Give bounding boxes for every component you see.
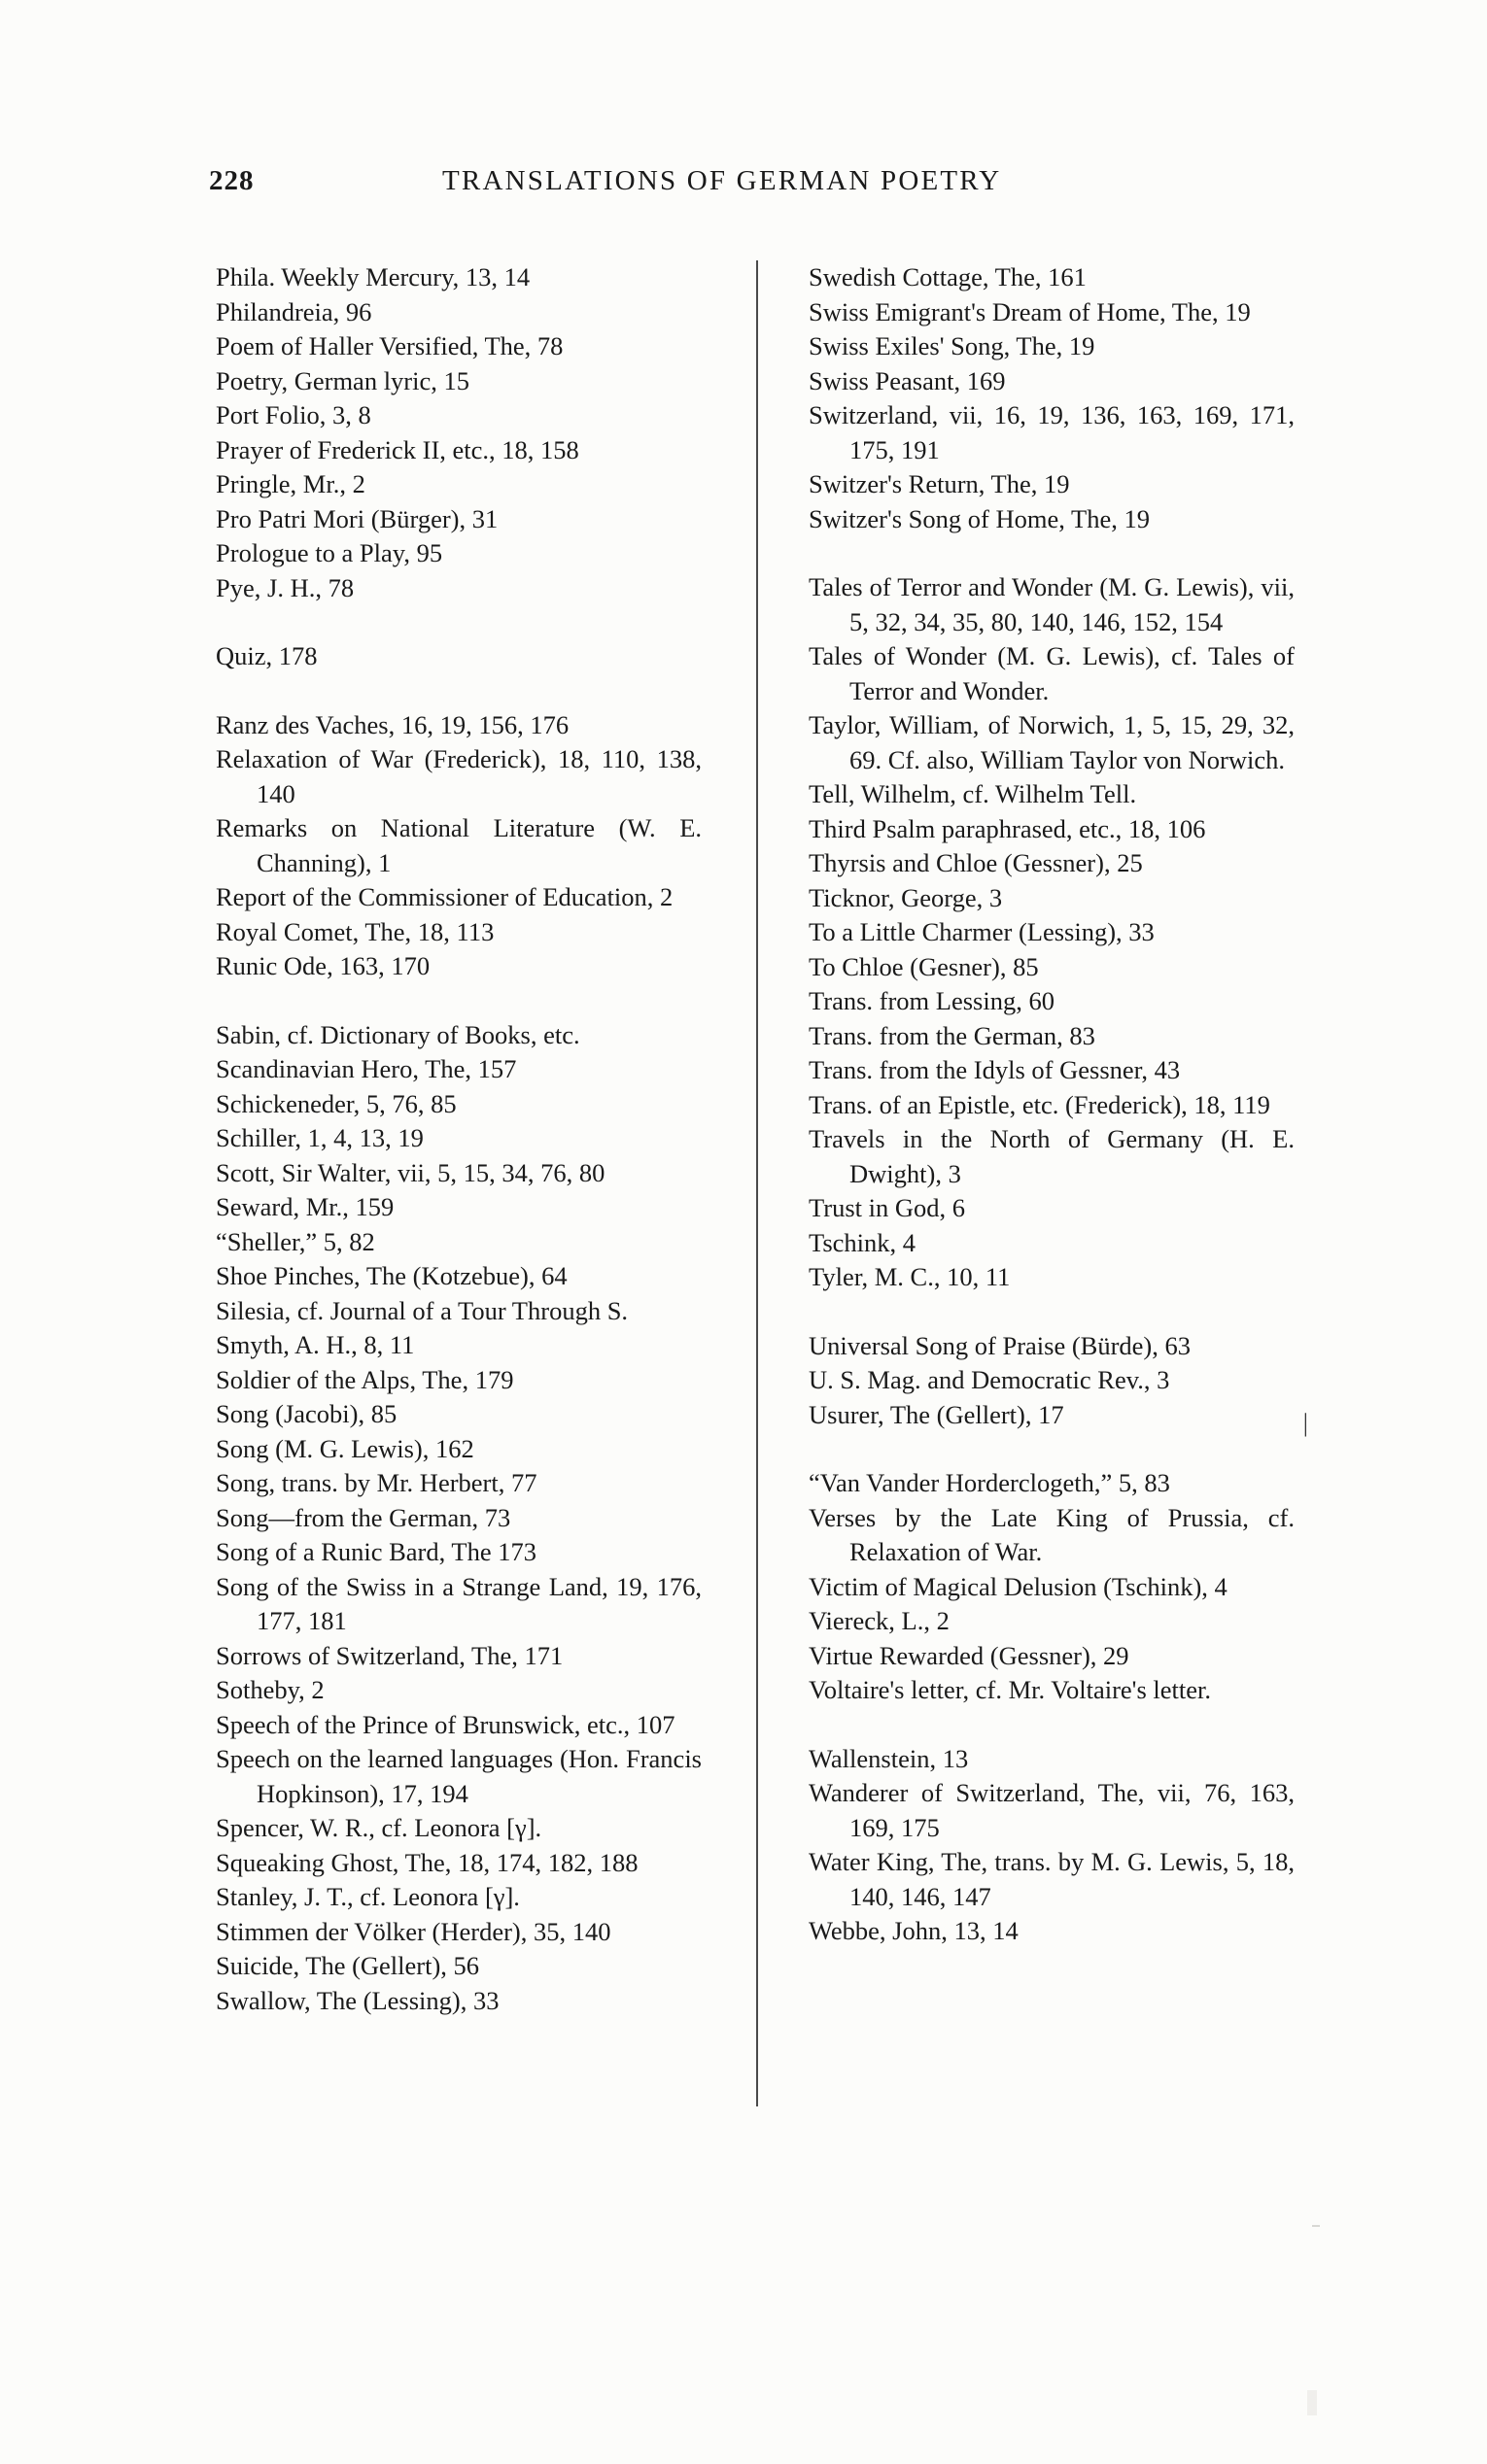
index-entry: Relaxation of War (Frederick), 18, 110, 138, 140 — [216, 744, 702, 808]
index-entry: Webbe, John, 13, 14 — [809, 1916, 1019, 1945]
index-entry: Tales of Terror and Wonder (M. G. Lewis), vii, 5, 32, 34, 35, 80, 140, 146, 152, 154 — [809, 572, 1295, 636]
page-title: TRANSLATIONS OF GERMAN POETRY — [442, 165, 1002, 196]
index-entry: Victim of Magical Delusion (Tschink), 4 — [809, 1571, 1228, 1601]
index-entry: Spencer, W. R., cf. Leonora [γ]. — [216, 1813, 542, 1842]
index-entry: Third Psalm paraphrased, etc., 18, 106 — [809, 813, 1206, 843]
index-entry: Smyth, A. H., 8, 11 — [216, 1330, 415, 1359]
index-entry: Schiller, 1, 4, 13, 19 — [216, 1123, 424, 1152]
index-entry: Trans. from the Idyls of Gessner, 43 — [809, 1055, 1181, 1084]
index-entry: Schickeneder, 5, 76, 85 — [216, 1088, 457, 1118]
index-entry: Song, trans. by Mr. Herbert, 77 — [216, 1468, 537, 1497]
index-entry: Report of the Commissioner of Education, 2 — [216, 882, 674, 911]
index-entry: Swiss Peasant, 169 — [809, 365, 1006, 395]
index-entry: “Sheller,” 5, 82 — [216, 1226, 375, 1256]
index-entry: Verses by the Late King of Prussia, cf. Relaxation of War. — [809, 1502, 1295, 1566]
entry-group-gap — [809, 1708, 1295, 1742]
index-entry: To a Little Charmer (Lessing), 33 — [809, 917, 1155, 946]
index-entry: Trans. from the German, 83 — [809, 1020, 1095, 1050]
index-entry: Virtue Rewarded (Gessner), 29 — [809, 1640, 1129, 1670]
index-entry: Poem of Haller Versified, The, 78 — [216, 331, 564, 360]
entry-group-gap — [216, 674, 702, 708]
index-entry: Silesia, cf. Journal of a Tour Through S. — [216, 1295, 629, 1325]
index-entry: Wallenstein, 13 — [809, 1743, 969, 1773]
index-entry: Squeaking Ghost, The, 18, 174, 182, 188 — [216, 1847, 639, 1877]
index-entry: Wanderer of Switzerland, The, vii, 76, 163, 169, 175 — [809, 1778, 1295, 1842]
index-entry: Switzerland, vii, 16, 19, 136, 163, 169, 171, 175, 191 — [809, 400, 1295, 464]
index-entry: Pringle, Mr., 2 — [216, 469, 365, 498]
index-entry: Stimmen der Völker (Herder), 35, 140 — [216, 1916, 611, 1946]
running-head — [209, 165, 1297, 204]
index-entry: Song—from the German, 73 — [216, 1502, 511, 1532]
index-entry: Trans. of an Epistle, etc. (Frederick), 18, 119 — [809, 1089, 1270, 1119]
index-entry: Scandinavian Hero, The, 157 — [216, 1054, 517, 1083]
index-entry: Tyler, M. C., 10, 11 — [809, 1262, 1011, 1291]
index-entry: Ticknor, George, 3 — [809, 882, 1003, 912]
index-entry: Royal Comet, The, 18, 113 — [216, 916, 495, 946]
index-entry: Philandreia, 96 — [216, 296, 372, 326]
index-entry: Usurer, The (Gellert), 17 — [809, 1399, 1064, 1429]
index-entry: Pro Patri Mori (Bürger), 31 — [216, 503, 499, 533]
index-entry: Quiz, 178 — [216, 641, 318, 670]
page-smudge — [1312, 2225, 1320, 2227]
index-entry: Trust in God, 6 — [809, 1193, 966, 1222]
entry-group-gap — [809, 536, 1295, 570]
index-entry: Sabin, cf. Dictionary of Books, etc. — [216, 1019, 580, 1049]
index-entry: Viereck, L., 2 — [809, 1606, 950, 1635]
index-column-right — [809, 260, 1295, 1949]
index-entry: Ranz des Vaches, 16, 19, 156, 176 — [216, 709, 570, 739]
index-entry: Tales of Wonder (M. G. Lewis), cf. Tales of Terror and Wonder. — [809, 641, 1295, 705]
index-entry: Thyrsis and Chloe (Gessner), 25 — [809, 848, 1143, 877]
index-entry: Prologue to a Play, 95 — [216, 538, 443, 567]
index-entry: Voltaire's letter, cf. Mr. Voltaire's letter. — [809, 1675, 1211, 1704]
margin-tick-mark: | — [1302, 1409, 1308, 1437]
index-entry: Tschink, 4 — [809, 1227, 916, 1257]
entry-group-gap — [809, 1295, 1295, 1329]
entry-group-gap — [216, 984, 702, 1018]
index-entry: Water King, The, trans. by M. G. Lewis, 5, 18, 140, 146, 147 — [809, 1847, 1295, 1911]
index-entry: Soldier of the Alps, The, 179 — [216, 1364, 514, 1394]
index-entry: Trans. from Lessing, 60 — [809, 986, 1055, 1015]
index-entry: Song (M. G. Lewis), 162 — [216, 1433, 474, 1463]
index-entry: Universal Song of Praise (Bürde), 63 — [809, 1330, 1192, 1360]
index-entry: Swallow, The (Lessing), 33 — [216, 1985, 500, 2015]
page-number: 228 — [209, 165, 255, 196]
index-entry: Switzer's Return, The, 19 — [809, 469, 1070, 498]
index-entry: Swiss Exiles' Song, The, 19 — [809, 331, 1095, 360]
column-divider — [756, 260, 758, 2106]
index-entry: Tell, Wilhelm, cf. Wilhelm Tell. — [809, 779, 1137, 808]
index-entry: Phila. Weekly Mercury, 13, 14 — [216, 262, 531, 291]
index-entry: Pye, J. H., 78 — [216, 572, 355, 602]
entry-group-gap — [216, 605, 702, 639]
entry-group-gap — [809, 1432, 1295, 1466]
index-column-left — [216, 260, 702, 2018]
index-entry: Sotheby, 2 — [216, 1675, 325, 1704]
index-entry: Scott, Sir Walter, vii, 5, 15, 34, 76, 80 — [216, 1157, 605, 1187]
index-entry: Suicide, The (Gellert), 56 — [216, 1951, 480, 1980]
index-entry: Swiss Emigrant's Dream of Home, The, 19 — [809, 296, 1251, 326]
index-entry: Song of the Swiss in a Strange Land, 19, 176, 177, 181 — [216, 1571, 702, 1635]
index-entry: Travels in the North of Germany (H. E. Dwight), 3 — [809, 1124, 1295, 1188]
index-entry: U. S. Mag. and Democratic Rev., 3 — [809, 1365, 1170, 1394]
index-entry: Swedish Cottage, The, 161 — [809, 262, 1087, 291]
index-entry: Switzer's Song of Home, The, 19 — [809, 503, 1150, 533]
index-entry: Prayer of Frederick II, etc., 18, 158 — [216, 434, 579, 464]
page-smudge-lower — [1307, 2390, 1317, 2415]
index-entry: Remarks on National Literature (W. E. Channing), 1 — [216, 813, 702, 877]
index-entry: Song (Jacobi), 85 — [216, 1399, 398, 1428]
index-entry: Poetry, German lyric, 15 — [216, 365, 470, 395]
index-entry: Port Folio, 3, 8 — [216, 400, 371, 429]
index-entry: Song of a Runic Bard, The 173 — [216, 1537, 536, 1566]
index-entry: Seward, Mr., 159 — [216, 1192, 395, 1221]
index-entry: Taylor, William, of Norwich, 1, 5, 15, 29, 32, 69. Cf. also, William Taylor von Norwich. — [809, 710, 1295, 774]
index-entry: Speech of the Prince of Brunswick, etc., 107 — [216, 1709, 675, 1739]
index-entry: Runic Ode, 163, 170 — [216, 951, 431, 980]
index-entry: To Chloe (Gesner), 85 — [809, 951, 1039, 981]
index-entry: Sorrows of Switzerland, The, 171 — [216, 1640, 564, 1670]
index-entry: Stanley, J. T., cf. Leonora [γ]. — [216, 1882, 520, 1911]
index-entry: Speech on the learned languages (Hon. Francis Hopkinson), 17, 194 — [216, 1744, 702, 1808]
index-entry: Shoe Pinches, The (Kotzebue), 64 — [216, 1261, 568, 1290]
index-entry: “Van Vander Horderclogeth,” 5, 83 — [809, 1468, 1170, 1497]
